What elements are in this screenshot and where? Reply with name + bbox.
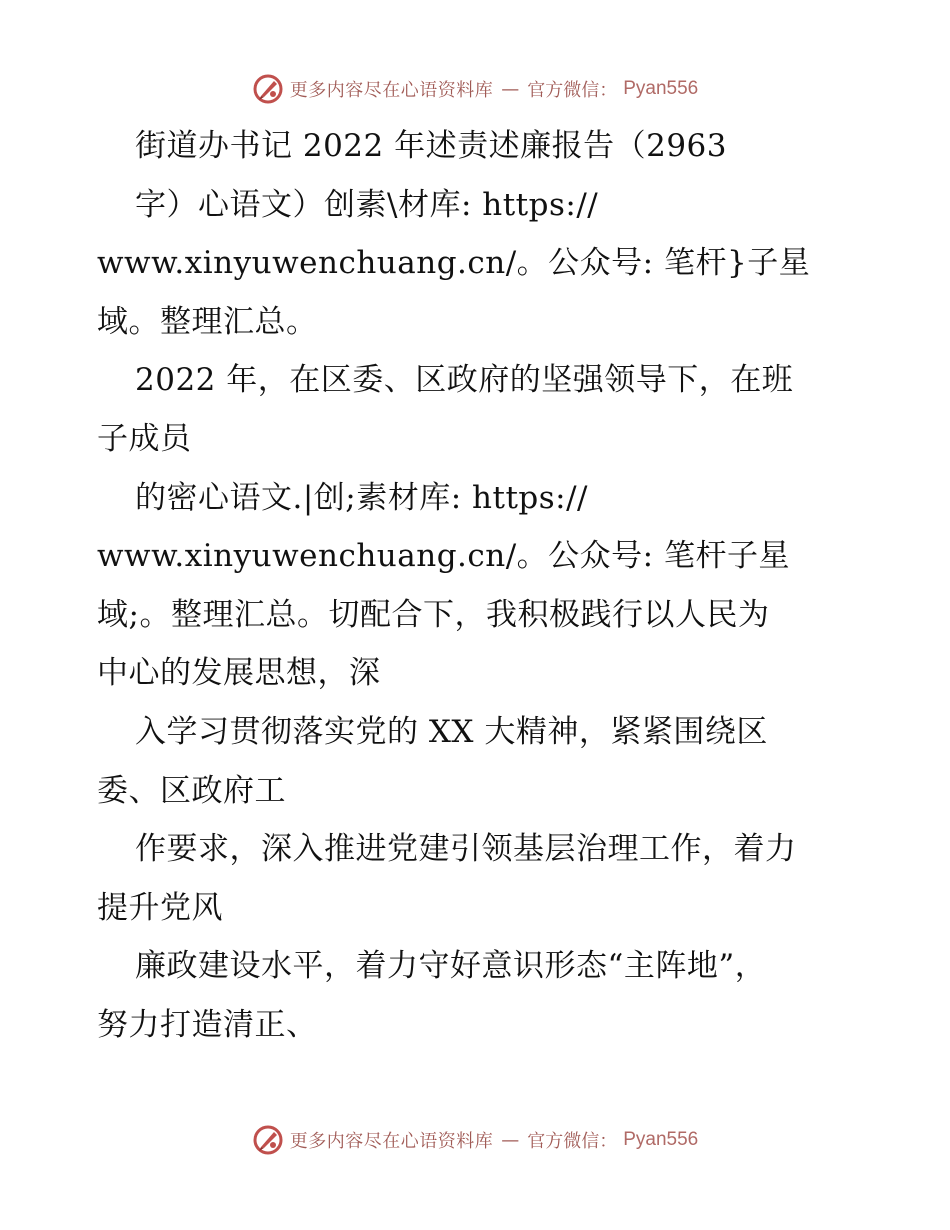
doc-line: 域;。整理汇总。切配合下，我积极践行以人民为 (97, 596, 770, 633)
doc-line: 的密心语文.|创;素材库: https:// (135, 479, 589, 516)
doc-line: 域。整理汇总。 (97, 303, 318, 340)
red-quill-logo-icon (252, 1124, 284, 1156)
doc-line: www.xinyuwenchuang.cn/。公众号: 笔杆}子星 (97, 245, 811, 282)
footer-banner (0, 1123, 950, 1157)
banner-slogan: 更多内容尽在心语资料库 (289, 80, 494, 101)
doc-line: www.xinyuwenchuang.cn/。公众号: 笔杆子星 (97, 538, 790, 575)
doc-line: 努力打造清正、 (97, 1006, 318, 1043)
doc-line: 2022 年，在区委、区政府的坚强领导下，在班 (135, 362, 794, 399)
banner-dash: — (501, 1129, 520, 1151)
doc-line: 入学习贯彻落实党的 XX 大精神，紧紧围绕区 (135, 713, 768, 750)
doc-line-title: 街道办书记 2022 年述责述廉报告（2963 (135, 128, 727, 164)
doc-line: 提升党风 (97, 889, 223, 926)
document-body (97, 117, 857, 1055)
banner-wechat-label: 官方微信： (527, 80, 618, 101)
red-quill-logo-icon (252, 73, 284, 105)
doc-line: 廉政建设水平，着力守好意识形态“主阵地”， (135, 948, 767, 985)
doc-line: 子成员 (97, 420, 192, 457)
banner-wechat-id: Pyan556 (623, 78, 699, 99)
banner-slogan: 更多内容尽在心语资料库 (289, 1131, 494, 1152)
banner-wechat-id: Pyan556 (623, 1129, 699, 1150)
doc-line: 委、区政府工 (97, 772, 286, 809)
doc-line: 中心的发展思想，深 (97, 655, 381, 692)
banner-wechat-label: 官方微信： (527, 1131, 618, 1152)
header-banner (0, 72, 950, 106)
doc-line: 作要求，深入推进党建引领基层治理工作，着力 (135, 831, 797, 868)
banner-dash: — (501, 78, 520, 100)
doc-line: 字）心语文）创素\材库: https:// (135, 186, 599, 223)
